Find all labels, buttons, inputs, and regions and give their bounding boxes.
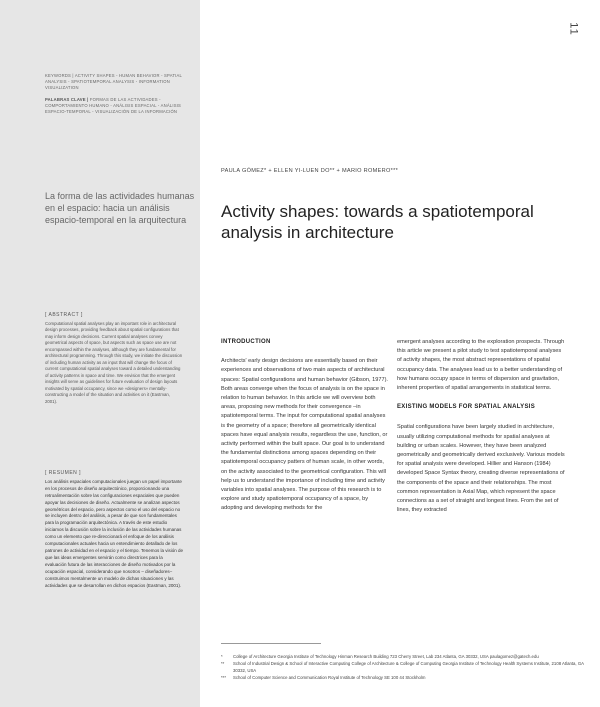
abstract-spanish — [45, 470, 183, 589]
keywords-spanish-text: FORMAS DE LAS ACTIVIDADES - COMPORTAMIENTO HUMANO - ANÁLISIS ESPACIAL - ANÁLISIS ESPACIO-TEMPORAL - VISUALIZACIÓN DE LA INFORMACIÓN — [45, 97, 182, 114]
body-column-left — [221, 338, 389, 514]
introduction-text: Architects' early design decisions are essentially based on their experiences and observations of two main aspects of architectural spaces: Spatial configurations and human behavior (Gibson, 1977). Both areas converge when the focus of analysis is on the space in relation to human behavior. In this article we will overview both areas, proposing new methods for their convergence –in spatiotemporal terms. The input for computational spatial analyses is the geometry of a space; therefore all geometrically identical spaces have equal analysis results, regardless the use, function, or activity performed within the built space. Our goal is to understand the fundamental distinctions among spaces depending on their spatiotemporal occupancy patters of human scale, in other words, on the activity associated to the geometrical configuration. This will help us to understand the importance of including time and activity variables into spatial analyses. The purpose of this research is to explore and study spatiotemporal occupancy of a space, by adopting and developing methods for the — [221, 358, 388, 512]
page-title: Activity shapes: towards a spatiotemporal analysis in architecture — [221, 202, 534, 243]
page-number: 11 — [567, 22, 580, 36]
footnote-mark: ** — [221, 661, 225, 666]
abstract-label: [ ABSTRACT ] — [45, 312, 83, 318]
footnote-item — [221, 653, 586, 660]
abstract-text: Computational spatial analyses play an important role in architectural design processes, providing feedback about spatial configurations that may inform design decisions. Current spatial analyses convey geometrical aspects of space, but aspects such as space use are not encompassed within the analyses, although they are fundamental for architectural programming. Through this study, we initiate the discussion of including human activity as an input that will change the focus of current computational spatial analyses toward a detailed understanding of activity patterns in space and time. We envision that the emergent insights will serve as guidelines for future evaluation of design layouts motivated by spatial occupancy, since we «designers» mentally-constructing a model of the situation and activities on it (Eastman, 2001). — [45, 320, 183, 404]
authors-line: PAULA GÓMEZ* + ELLEN YI-LUEN DO** + MARIO ROMERO*** — [221, 168, 399, 174]
keywords-spanish-label: PALABRAS CLAVE | — [45, 97, 89, 102]
resumen-text: Los análisis espaciales computacionales juegan un papel importante en los procesos de diseño arquitectónico, proporcionando una retroalimentación sobre las configuraciones espaciales que pueden apoyar las decisiones de diseño. Actualmente se analizan aspectos geométricos del espacio, pero aspectos como el uso del espacio no se incluyen dentro del análisis, a pesar de que son fundamentales para la programación arquitectónica. A través de este estudio iniciamos la discusión sobre la inclusión de las actividades humanas como un elemento que re-direccionará el enfoque de los análisis computacionales actuales hacia un entendimiento detallado de los patrones de actividad en el espacio y el tiempo. Tenemos la visión de que las ideas emergentes servirán como directrices para la evaluación futura de las interacciones de diseño motivados por la ocupación espacial, considerando que nosotros – diseñadores– construimos mentalmente un modelo de dichas situaciones y las actividades que se desarrollan en dichos espacios (Eastman, 2001). — [45, 478, 183, 588]
introduction-continued-text: emergent analyses according to the exploration prospects. Through this article we present a pilot study to test spatiotemporal analyses of activity shapes, the most abstract representations of spatial occupancy data. The analyses lead us to a better understanding of how humans occupy space in terms of dispersion and gravitation, inherent properties of spatial arrangements in statistical terms. — [397, 339, 565, 392]
footnote-text: School of Industrial Design & School of Interactive Computing College of Architecture & College of Computing Georgia Institute of Technology Health Systems Institute, 2108 Atlanta, GA 30332, USA — [233, 661, 584, 673]
footnotes — [221, 653, 586, 681]
models-heading: EXISTING MODELS FOR SPATIAL ANALYSIS — [397, 404, 536, 411]
footnote-text: College of Architecture Georgia Institute of Technology Hinman Research Building 723 Cherry Street, Lab 234 Atlanta, GA 30332, USA paulagomez@gatech.edu — [233, 654, 539, 659]
keywords-english: KEYWORDS | ACTIVITY SHAPES - HUMAN BEHAVIOR - SPATIAL ANALYSIS - SPATIOTEMPORAL ANALYSIS - INFORMATION VISUALIZATION — [45, 73, 182, 90]
models-text: Spatial configurations have been largely studied in architecture, usually utilizing computational methods for spatial analyses at building or urban scales. However, they have been analyzed geometrically and geometrically derived exclusively. Various models for spatial analysis were developed. Hillier and Hanson (1984) developed Space Syntax theory, creating diverse representations of the components of the space and their relationships. The most common representation is Axial Map, which represent the space connections as a set of straight and longest lines. From the set of lines, they extracted — [397, 424, 565, 514]
footnote-text: School of Computer Science and Communication Royal Institute of Technology SE 100 44 Stockholm — [233, 675, 426, 680]
footnote-item — [221, 660, 586, 674]
introduction-heading: INTRODUCTION — [221, 339, 271, 345]
resumen-label: [ RESUMEN ] — [45, 470, 82, 476]
footnote-divider — [221, 643, 321, 644]
body-column-right — [397, 338, 565, 515]
abstract-english — [45, 312, 183, 405]
footnote-mark: *** — [221, 675, 227, 680]
spanish-title: La forma de las actividades humanas en el espacio: hacia un análisis espacio-temporal en la arquitectura — [45, 191, 195, 225]
footnote-item — [221, 674, 586, 681]
keywords-spanish — [45, 97, 185, 115]
footnote-mark: * — [221, 654, 223, 659]
